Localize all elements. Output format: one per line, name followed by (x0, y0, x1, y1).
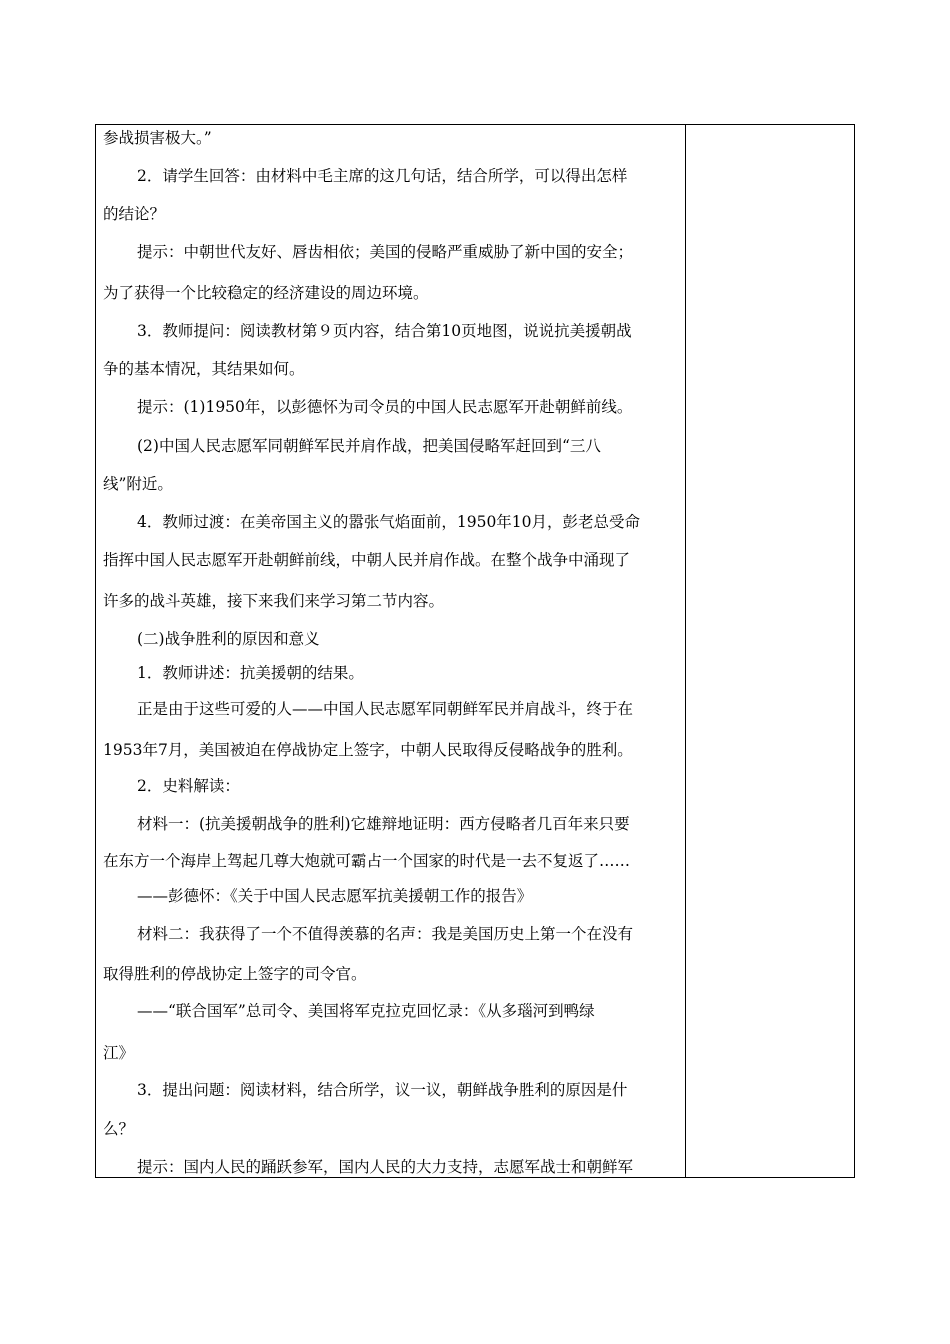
text-line: 3．提出问题：阅读材料，结合所学，议一议，朝鲜战争胜利的原因是什 (137, 1081, 628, 1099)
text-line: 1．教师讲述：抗美援朝的结果。 (137, 664, 364, 682)
text-line: 4．教师过渡：在美帝国主义的嚣张气焰面前，1950年10月，彭老总受命 (137, 513, 641, 531)
text-line: 在东方一个海岸上驾起几尊大炮就可霸占一个国家的时代是一去不复返了…… (103, 852, 631, 870)
text-line: ——“联合国军”总司令、美国将军克拉克回忆录：《从多瑙河到鸭绿 (137, 1002, 595, 1020)
text-line: 提示：中朝世代友好、唇齿相依；美国的侵略严重威胁了新中国的安全； (137, 243, 634, 261)
text-line: 正是由于这些可爱的人——中国人民志愿军同朝鲜军民并肩战斗，终于在 (137, 700, 634, 718)
text-line: 取得胜利的停战协定上签字的司令官。 (103, 965, 367, 983)
text-line: 2．请学生回答：由材料中毛主席的这几句话，结合所学，可以得出怎样 (137, 167, 628, 185)
text-line: 材料一：(抗美援朝战争的胜利)它雄辩地证明：西方侵略者几百年来只要 (137, 815, 630, 833)
text-line: 争的基本情况，其结果如何。 (103, 360, 305, 378)
text-line: 江》 (103, 1044, 135, 1062)
text-line: 为了获得一个比较稳定的经济建设的周边环境。 (103, 284, 429, 302)
text-line: 3．教师提问：阅读教材第９页内容，结合第10页地图，说说抗美援朝战 (137, 322, 632, 340)
text-line: 材料二：我获得了一个不值得羡慕的名声：我是美国历史上第一个在没有 (137, 925, 634, 943)
text-line: 1953年7月，美国被迫在停战协定上签字，中朝人民取得反侵略战争的胜利。 (103, 741, 633, 759)
text-line: 2．史料解读： (137, 777, 240, 795)
text-line: 许多的战斗英雄，接下来我们来学习第二节内容。 (103, 592, 445, 610)
text-line: 指挥中国人民志愿军开赴朝鲜前线，中朝人民并肩作战。在整个战争中涌现了 (103, 551, 631, 569)
text-line: 参战损害极大。” (103, 129, 212, 147)
text-line: 提示：(1)1950年，以彭德怀为司令员的中国人民志愿军开赴朝鲜前线。 (137, 398, 633, 416)
text-line: 提示：国内人民的踊跃参军，国内人民的大力支持，志愿军战士和朝鲜军 (137, 1158, 634, 1176)
text-line: 线”附近。 (103, 475, 173, 493)
text-line: (二)战争胜利的原因和意义 (137, 630, 320, 648)
text-line: 的结论？ (103, 205, 166, 223)
text-line: ——彭德怀：《关于中国人民志愿军抗美援朝工作的报告》 (137, 887, 533, 905)
text-line: (2)中国人民志愿军同朝鲜军民并肩作战，把美国侵略军赶回到“三八 (137, 437, 601, 455)
text-line: 么？ (103, 1120, 135, 1138)
